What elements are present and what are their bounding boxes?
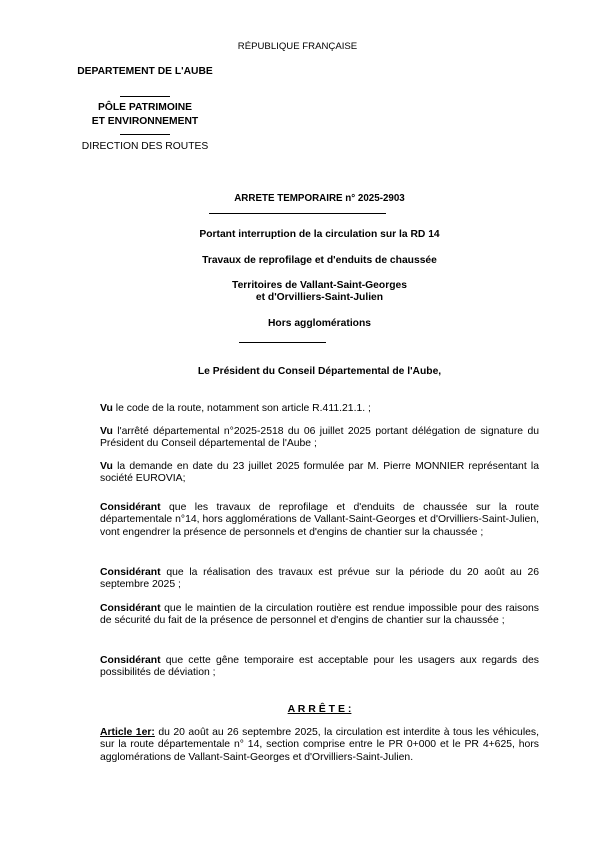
vu-text: la demande en date du 23 juillet 2025 formulée par M. Pierre MONNIER représentant la société EUROVIA; — [100, 461, 539, 485]
vu-paragraph — [100, 426, 539, 451]
republic-heading: RÉPUBLIQUE FRANÇAISE — [237, 41, 358, 52]
department-name: DEPARTEMENT DE L'AUBE — [77, 66, 213, 77]
title-underline — [209, 213, 386, 214]
considerant-keyword: Considérant — [100, 655, 161, 666]
article-1-text: du 20 août au 26 septembre 2025, la circulation est interdite à tous les véhicules, sur la route départementale n° 14, section comprise entre le PR 0+000 et le PR 4+625, hors agglomérations de Vallant-Saint-Georges et d'Orvilliers-Saint-Julien. — [100, 727, 539, 763]
title-underline — [239, 342, 326, 343]
considerant-text: que les travaux de reprofilage et d'enduits de chaussée sur la route départementale n°14, hors agglomérations de Vallant-Saint-Georges et d'Orvilliers-Saint-Julien, vont engendrer la présence de personnels et d'engins de chantier sur la chaussée ; — [100, 502, 539, 538]
considerant-paragraph — [100, 567, 539, 592]
direction-name: DIRECTION DES ROUTES — [81, 141, 209, 152]
vu-keyword: Vu — [100, 461, 113, 472]
arrete-subject: Portant interruption de la circulation sur la RD 14 — [199, 229, 440, 240]
considerant-paragraph — [100, 502, 539, 539]
territories-line1: Territoires de Vallant-Saint-Georges — [232, 280, 407, 291]
considerant-keyword: Considérant — [100, 603, 161, 614]
arrete-heading: A R R Ê T E : — [287, 703, 352, 715]
territories-line2: et d'Orvilliers-Saint-Julien — [255, 292, 384, 303]
considerant-paragraph — [100, 655, 539, 680]
considerant-text: que la réalisation des travaux est prévue sur la période du 20 août au 26 septembre 2025 ; — [100, 567, 539, 591]
article-1 — [100, 727, 539, 764]
considerant-paragraph — [100, 603, 539, 628]
pole-line1: PÔLE PATRIMOINE — [97, 102, 192, 113]
vu-keyword: Vu — [100, 426, 113, 437]
vu-text: le code de la route, notamment son article R.411.21.1. ; — [112, 403, 371, 414]
vu-paragraph — [100, 403, 539, 415]
considerant-keyword: Considérant — [100, 567, 161, 578]
considerant-text: que cette gêne temporaire est acceptable pour les usagers aux regards des possibilités de déviation ; — [100, 655, 539, 679]
separator-rule — [120, 134, 170, 135]
works-description: Travaux de reprofilage et d'enduits de chaussée — [202, 255, 437, 266]
pole-line2: ET ENVIRONNEMENT — [91, 116, 199, 127]
article-1-label: Article 1er: — [100, 727, 155, 738]
considerant-keyword: Considérant — [100, 502, 161, 513]
vu-paragraph — [100, 461, 539, 486]
arrete-title: ARRETE TEMPORAIRE n° 2025-2903 — [234, 193, 405, 204]
president-line: Le Président du Conseil Départemental de l'Aube, — [197, 366, 442, 377]
vu-text: l'arrêté départemental n°2025-2518 du 06 juillet 2025 portant délégation de signature du Président du Conseil départemental de l'Aube ; — [100, 426, 539, 450]
zone-label: Hors agglomérations — [268, 318, 371, 329]
considerant-text: que le maintien de la circulation routière est rendue impossible pour des raisons de sécurité du fait de la présence de personnel et d'engins de chantier sur la chaussée ; — [100, 603, 539, 627]
separator-rule — [120, 96, 170, 97]
vu-keyword: Vu — [100, 403, 113, 414]
